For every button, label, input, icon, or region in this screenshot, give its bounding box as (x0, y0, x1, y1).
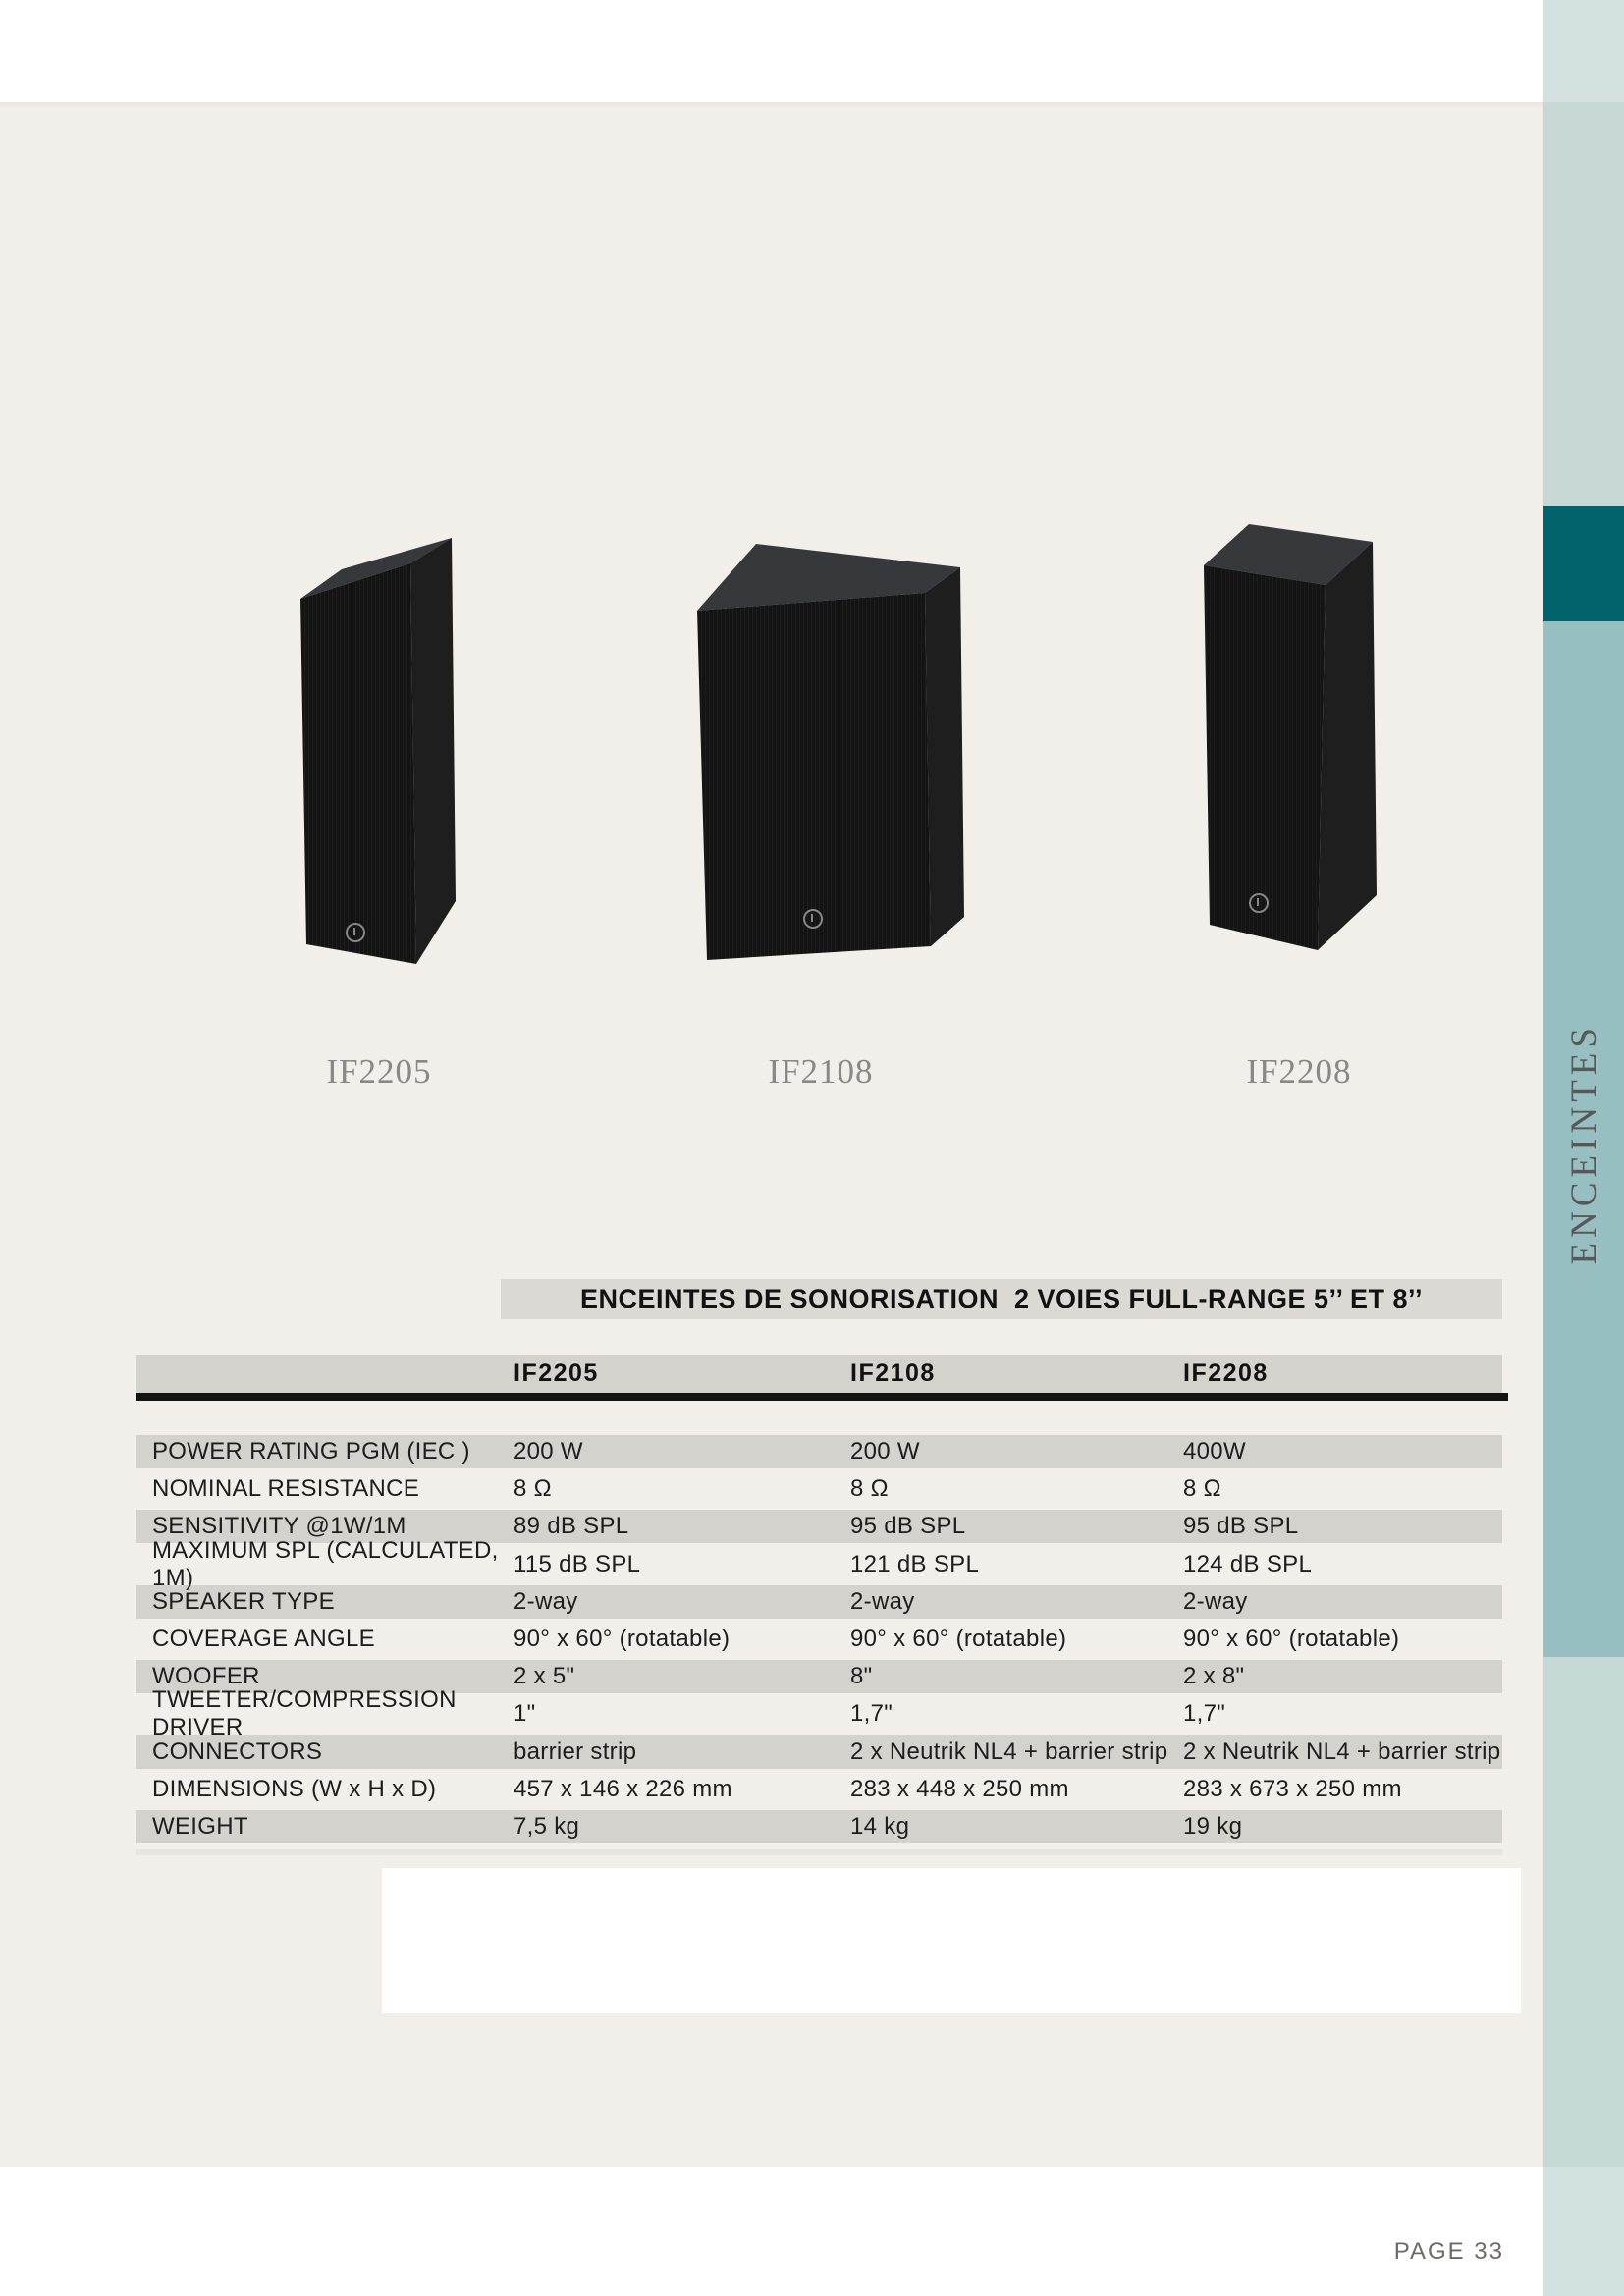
yamaha-logo-icon (803, 909, 823, 929)
spec-value: 14 kg (850, 1812, 910, 1840)
spec-value: 124 dB SPL (1183, 1550, 1313, 1577)
spec-value: 457 x 146 x 226 mm (514, 1775, 732, 1802)
spec-value: 283 x 673 x 250 mm (1183, 1775, 1402, 1802)
yamaha-logo-icon (346, 923, 365, 942)
sidebar-section-title: ENCEINTES (1563, 1022, 1604, 1265)
table-row (136, 1735, 1502, 1769)
spec-value: 2 x 5" (514, 1663, 575, 1690)
spec-label: WEIGHT (152, 1812, 248, 1840)
spec-value: 8 Ω (850, 1475, 889, 1503)
spec-value: 1,7" (1183, 1700, 1226, 1728)
spec-value: 2-way (850, 1587, 915, 1615)
spec-value: 90° x 60° (rotatable) (514, 1625, 731, 1652)
spec-label: DIMENSIONS (W x H x D) (152, 1775, 437, 1802)
section-banner: ENCEINTES DE SONORISATION 2 VOIES FULL-RANGE 5’’ ET 8’’ (501, 1279, 1502, 1319)
speaker-image-if2208 (1186, 501, 1387, 974)
column-header-if2108: IF2108 (850, 1360, 936, 1387)
table-row (136, 1773, 1502, 1806)
spec-value: 89 dB SPL (514, 1513, 629, 1540)
header-rule (136, 1393, 1508, 1401)
spec-label: POWER RATING PGM (IEC ) (152, 1438, 470, 1465)
spec-value: 8 Ω (1183, 1475, 1221, 1503)
speaker-image-if2205 (285, 501, 471, 996)
spec-value: 8 Ω (514, 1475, 552, 1503)
spec-value: 2 x Neutrik NL4 + barrier strip (850, 1737, 1168, 1765)
table-row (136, 1435, 1502, 1468)
sidebar-accent-block (1543, 506, 1624, 621)
table-row (136, 1686, 1502, 1741)
table-row (136, 1536, 1502, 1591)
column-header-if2208: IF2208 (1183, 1360, 1269, 1387)
spec-value: 200 W (514, 1438, 583, 1465)
spec-label: WOOFER (152, 1663, 260, 1690)
spec-value: 2-way (514, 1587, 578, 1615)
spec-label: COVERAGE ANGLE (152, 1625, 375, 1652)
sidebar-section-title-wrap (1543, 1011, 1624, 1276)
table-row (136, 1810, 1502, 1843)
table-row (136, 1472, 1502, 1506)
product-caption-if2208: IF2208 (1246, 1052, 1352, 1091)
spec-value: 2 x Neutrik NL4 + barrier strip (1183, 1737, 1501, 1765)
spec-value: 95 dB SPL (850, 1513, 966, 1540)
spec-value: 7,5 kg (514, 1812, 580, 1840)
spec-value: 121 dB SPL (850, 1550, 980, 1577)
spec-value: 90° x 60° (rotatable) (850, 1625, 1067, 1652)
spec-value: 8" (850, 1663, 873, 1690)
product-caption-if2108: IF2108 (768, 1052, 874, 1091)
content-background (0, 102, 1543, 2167)
spec-value: 115 dB SPL (514, 1550, 641, 1577)
spec-value: 90° x 60° (rotatable) (1183, 1625, 1400, 1652)
table-row (136, 1623, 1502, 1656)
spec-value: 1,7" (850, 1700, 893, 1728)
yamaha-logo-icon (1249, 893, 1269, 913)
sidebar-segment (1543, 1657, 1624, 2167)
sidebar-segment (1543, 0, 1624, 102)
spec-value: 19 kg (1183, 1812, 1243, 1840)
spec-label: MAXIMUM SPL (CALCULATED, 1M) (152, 1536, 499, 1591)
spec-label: SENSITIVITY @1W/1M (152, 1513, 406, 1540)
spec-label: TWEETER/COMPRESSION DRIVER (152, 1686, 457, 1741)
product-caption-if2205: IF2205 (326, 1052, 432, 1091)
spec-table-header (136, 1355, 1502, 1393)
spec-value: 2 x 8" (1183, 1663, 1245, 1690)
page-number: PAGE 33 (1393, 2238, 1504, 2265)
spec-label: NOMINAL RESISTANCE (152, 1475, 420, 1503)
spec-value: barrier strip (514, 1737, 637, 1765)
spec-value: 400W (1183, 1438, 1246, 1465)
table-bottom-shadow (136, 1849, 1502, 1855)
speaker-image-if2108 (677, 528, 967, 988)
spec-label: SPEAKER TYPE (152, 1587, 335, 1615)
spec-table-body (136, 1435, 1502, 1847)
empty-white-panel (382, 1868, 1521, 2013)
sidebar-segment (1543, 2167, 1624, 2296)
sidebar-segment (1543, 102, 1624, 506)
spec-value: 283 x 448 x 250 mm (850, 1775, 1069, 1802)
spec-label: CONNECTORS (152, 1737, 323, 1765)
spec-value: 2-way (1183, 1587, 1248, 1615)
column-header-if2205: IF2205 (514, 1360, 599, 1387)
table-row (136, 1585, 1502, 1619)
spec-value: 95 dB SPL (1183, 1513, 1299, 1540)
spec-value: 200 W (850, 1438, 920, 1465)
spec-value: 1" (514, 1700, 536, 1728)
